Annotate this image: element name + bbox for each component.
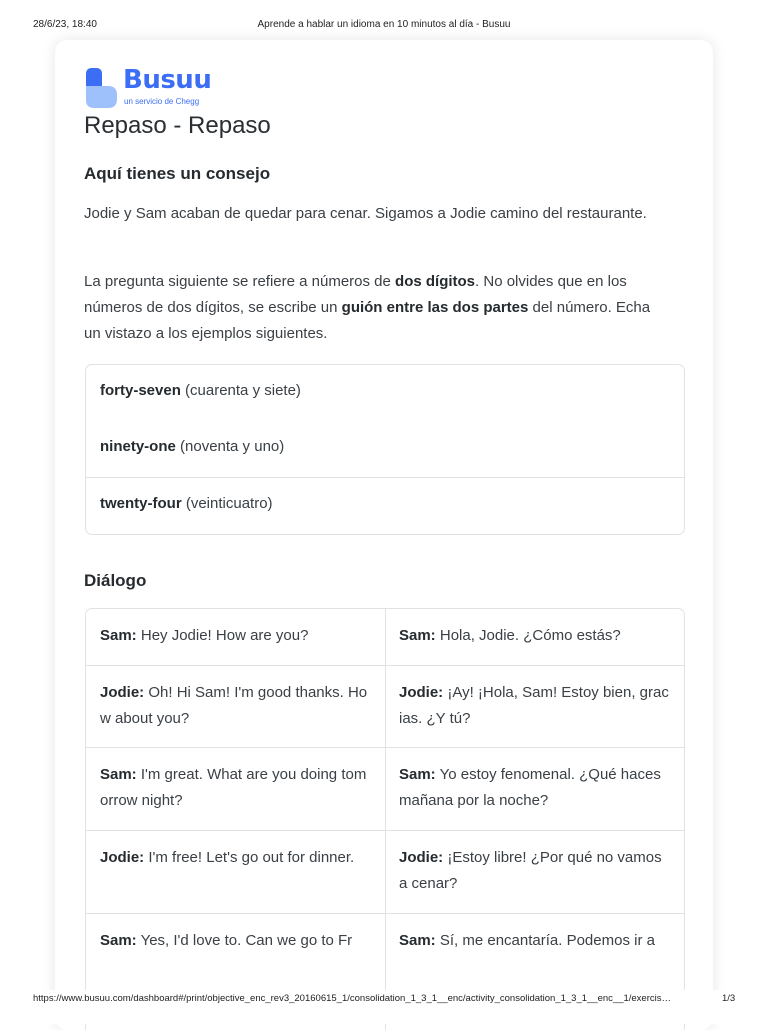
tip-paragraph-rule xyxy=(84,269,664,347)
speaker-name: Sam: xyxy=(100,627,137,644)
busuu-logo-icon xyxy=(84,68,118,108)
dialog-row xyxy=(86,830,684,914)
speaker-name: Jodie: xyxy=(100,684,145,701)
speaker-name: Sam: xyxy=(100,766,137,783)
dialog-row xyxy=(86,609,684,665)
print-url: https://www.busuu.com/dashboard#/print/objective_enc_rev3_20160615_1/consolidation_1_3_1__enc/activity_consolidation_1_3_1__enc__1/exercis… xyxy=(33,993,671,1004)
tip-heading: Aquí tienes un consejo xyxy=(84,164,271,183)
example-english: ninety-one xyxy=(100,438,176,455)
number-examples-box xyxy=(85,364,685,535)
rule-emphasis: guión entre las dos partes xyxy=(341,299,529,316)
example-spanish: (noventa y uno) xyxy=(175,438,285,455)
dialog-line-spanish xyxy=(399,680,671,732)
print-header xyxy=(0,0,768,40)
rule-emphasis: dos dígitos xyxy=(395,273,476,290)
rule-text: . No olvides que en los números de dos dígitos, se escribe un xyxy=(84,273,627,316)
tip-paragraph-intro: Jodie y Sam acaban de quedar para cenar. Sigamos a Jodie camino del restaurante. xyxy=(84,205,647,222)
print-footer xyxy=(0,990,768,1024)
line-text: Hey Jodie! How are you? xyxy=(136,627,309,644)
dialog-heading: Diálogo xyxy=(84,571,147,590)
speaker-name: Sam: xyxy=(399,932,436,949)
line-text: ¡Ay! ¡Hola, Sam! Estoy bien, gracias. ¿Y tú? xyxy=(399,684,669,727)
dialog-line-english xyxy=(100,928,372,954)
line-text: ¡Estoy libre! ¿Por qué no vamos a cenar? xyxy=(399,849,662,892)
line-text: Yo estoy fenomenal. ¿Qué haces mañana por la noche? xyxy=(399,766,661,809)
example-english: forty-seven xyxy=(100,382,181,399)
line-text: Sí, me encantaría. Podemos ir a xyxy=(435,932,655,949)
speaker-name: Jodie: xyxy=(399,849,444,866)
speaker-name: Sam: xyxy=(100,932,137,949)
print-date: 28/6/23, 18:40 xyxy=(33,19,97,30)
speaker-name: Sam: xyxy=(399,627,436,644)
example-row xyxy=(86,421,684,477)
dialog-row xyxy=(86,747,684,831)
line-text: I'm free! Let's go out for dinner. xyxy=(144,849,355,866)
speaker-name: Jodie: xyxy=(399,684,444,701)
rule-text: del número. Echa un vistazo a los ejemplos siguientes. xyxy=(84,299,651,342)
brand-name: Busuu xyxy=(123,65,212,95)
dialog-line-spanish xyxy=(399,845,671,897)
example-english: twenty-four xyxy=(100,495,182,512)
page-number: 1/3 xyxy=(722,993,736,1004)
dialog-row xyxy=(86,665,684,748)
page-title: Repaso - Repaso xyxy=(84,112,271,139)
dialog-line-english xyxy=(100,762,372,814)
speaker-name: Sam: xyxy=(399,766,436,783)
example-spanish: (veinticuatro) xyxy=(181,495,273,512)
dialog-line-spanish xyxy=(399,623,671,649)
rule-text: La pregunta siguiente se refiere a números de xyxy=(84,273,396,290)
lesson-card xyxy=(55,40,713,1030)
dialog-line-spanish xyxy=(399,762,671,814)
brand-tagline: un servicio de Chegg xyxy=(124,97,200,106)
dialog-line-english xyxy=(100,845,372,871)
line-text: I'm great. What are you doing tomorrow night? xyxy=(100,766,367,809)
example-row xyxy=(86,365,684,421)
line-text: Hola, Jodie. ¿Cómo estás? xyxy=(435,627,621,644)
print-document-title: Aprende a hablar un idioma en 10 minutos al día - Busuu xyxy=(257,19,511,30)
speaker-name: Jodie: xyxy=(100,849,145,866)
example-spanish: (cuarenta y siete) xyxy=(180,382,301,399)
example-row xyxy=(86,477,684,534)
line-text: Yes, I'd love to. Can we go to Fr xyxy=(136,932,353,949)
dialog-line-english xyxy=(100,680,372,732)
line-text: Oh! Hi Sam! I'm good thanks. How about you? xyxy=(100,684,368,727)
dialog-line-english xyxy=(100,623,372,649)
dialog-line-spanish xyxy=(399,928,671,954)
dialog-table xyxy=(85,608,685,1030)
